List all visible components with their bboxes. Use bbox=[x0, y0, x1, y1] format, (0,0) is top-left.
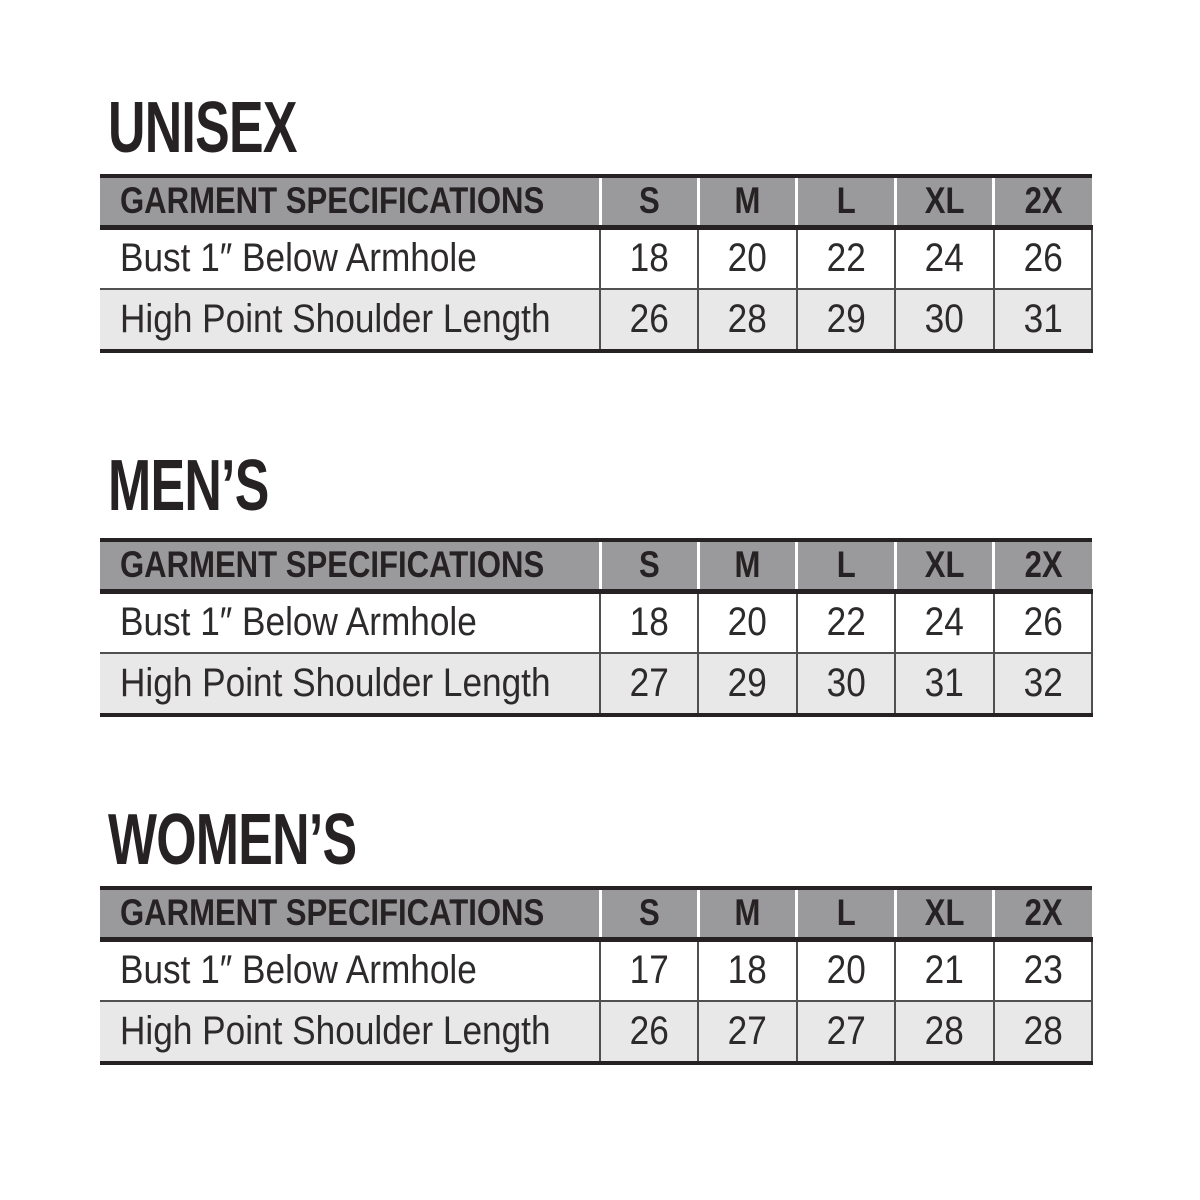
cell-value-text: 26 bbox=[1023, 236, 1063, 281]
column-header-garment-specifications bbox=[100, 888, 600, 939]
cell-value bbox=[994, 939, 1092, 1001]
row-label bbox=[100, 653, 600, 715]
column-header-garment-specifications bbox=[100, 540, 600, 591]
column-header-size-2x-text: 2X bbox=[1024, 892, 1063, 934]
column-header-size-l bbox=[797, 540, 895, 591]
cell-value-text: 29 bbox=[727, 661, 768, 705]
table-row-bust bbox=[100, 591, 1092, 653]
cell-value-text: 27 bbox=[629, 661, 669, 705]
cell-value-text: 18 bbox=[727, 948, 768, 993]
cell-value-text: 24 bbox=[924, 236, 964, 281]
row-label bbox=[100, 939, 600, 1001]
cell-value bbox=[698, 227, 796, 289]
cell-value bbox=[895, 1001, 993, 1063]
column-header-size-s-text: S bbox=[638, 544, 660, 586]
cell-value bbox=[698, 653, 796, 715]
column-header-size-2x bbox=[994, 540, 1092, 591]
size-chart-sheet bbox=[100, 0, 1092, 1065]
unisex-size-chart-section bbox=[100, 88, 1092, 353]
cell-value bbox=[797, 653, 895, 715]
cell-value bbox=[698, 289, 796, 351]
cell-value-text: 24 bbox=[924, 600, 964, 645]
column-header-size-m bbox=[698, 176, 796, 227]
row-label-text: Bust 1″ Below Armhole bbox=[120, 948, 477, 993]
column-header-size-xl-text: XL bbox=[924, 180, 965, 222]
cell-value-text: 30 bbox=[826, 661, 866, 705]
cell-value bbox=[797, 591, 895, 653]
row-label-text: High Point Shoulder Length bbox=[120, 661, 551, 705]
cell-value bbox=[797, 289, 895, 351]
cell-value bbox=[797, 939, 895, 1001]
cell-value-text: 31 bbox=[924, 661, 964, 705]
cell-value bbox=[797, 1001, 895, 1063]
row-label bbox=[100, 227, 600, 289]
womens-size-chart-section bbox=[100, 800, 1092, 1065]
cell-value-text: 22 bbox=[826, 236, 866, 281]
table-row-high-point-shoulder bbox=[100, 1001, 1092, 1063]
cell-value-text: 28 bbox=[727, 297, 768, 341]
cell-value bbox=[797, 227, 895, 289]
cell-value bbox=[698, 591, 796, 653]
column-header-garment-specifications-text: GARMENT SPECIFICATIONS bbox=[120, 544, 545, 586]
column-header-garment-specifications bbox=[100, 176, 600, 227]
column-header-size-l-text: L bbox=[836, 892, 856, 934]
table-header-row bbox=[100, 540, 1092, 591]
cell-value-text: 17 bbox=[629, 948, 669, 993]
cell-value bbox=[698, 1001, 796, 1063]
cell-value bbox=[895, 653, 993, 715]
cell-value bbox=[600, 1001, 698, 1063]
garment-spec-table-womens bbox=[100, 886, 1093, 1065]
row-label-text: Bust 1″ Below Armhole bbox=[120, 236, 477, 281]
column-header-size-l bbox=[797, 176, 895, 227]
section-title-unisex bbox=[100, 88, 1092, 168]
cell-value bbox=[600, 289, 698, 351]
column-header-size-xl bbox=[895, 176, 993, 227]
column-header-size-xl-text: XL bbox=[924, 892, 965, 934]
cell-value bbox=[600, 939, 698, 1001]
cell-value bbox=[895, 227, 993, 289]
section-title-mens bbox=[100, 446, 1092, 526]
cell-value bbox=[895, 591, 993, 653]
cell-value-text: 26 bbox=[629, 1009, 669, 1053]
cell-value bbox=[600, 227, 698, 289]
row-label-text: High Point Shoulder Length bbox=[120, 297, 551, 341]
column-header-size-s-text: S bbox=[638, 180, 660, 222]
garment-spec-table-unisex bbox=[100, 174, 1093, 353]
section-title-womens bbox=[100, 800, 1092, 880]
table-row-bust bbox=[100, 939, 1092, 1001]
cell-value-text: 31 bbox=[1023, 297, 1063, 341]
column-header-garment-specifications-text: GARMENT SPECIFICATIONS bbox=[120, 180, 545, 222]
cell-value bbox=[994, 289, 1092, 351]
cell-value bbox=[994, 1001, 1092, 1063]
cell-value bbox=[698, 939, 796, 1001]
cell-value-text: 20 bbox=[727, 236, 768, 281]
cell-value-text: 18 bbox=[629, 600, 669, 645]
column-header-size-2x-text: 2X bbox=[1024, 544, 1063, 586]
column-header-size-l bbox=[797, 888, 895, 939]
column-header-size-m-text: M bbox=[734, 180, 761, 222]
cell-value-text: 18 bbox=[629, 236, 669, 281]
column-header-size-xl bbox=[895, 540, 993, 591]
cell-value bbox=[895, 939, 993, 1001]
cell-value-text: 29 bbox=[826, 297, 866, 341]
cell-value bbox=[994, 591, 1092, 653]
row-label bbox=[100, 591, 600, 653]
table-row-high-point-shoulder bbox=[100, 653, 1092, 715]
column-header-size-m bbox=[698, 540, 796, 591]
cell-value-text: 21 bbox=[924, 948, 964, 993]
cell-value-text: 26 bbox=[629, 297, 669, 341]
cell-value bbox=[600, 591, 698, 653]
table-row-high-point-shoulder bbox=[100, 289, 1092, 351]
cell-value-text: 20 bbox=[826, 948, 866, 993]
column-header-size-s-text: S bbox=[638, 892, 660, 934]
column-header-size-2x-text: 2X bbox=[1024, 180, 1063, 222]
table-header-row bbox=[100, 176, 1092, 227]
cell-value-text: 28 bbox=[1023, 1009, 1063, 1053]
column-header-size-xl bbox=[895, 888, 993, 939]
section-title-womens-text: WOMEN’S bbox=[108, 800, 357, 880]
column-header-size-m-text: M bbox=[734, 544, 761, 586]
cell-value-text: 23 bbox=[1023, 948, 1063, 993]
table-row-bust bbox=[100, 227, 1092, 289]
garment-spec-table-mens bbox=[100, 538, 1093, 717]
cell-value-text: 27 bbox=[727, 1009, 768, 1053]
cell-value bbox=[600, 653, 698, 715]
cell-value-text: 27 bbox=[826, 1009, 866, 1053]
section-title-mens-text: MEN’S bbox=[108, 446, 269, 526]
column-header-size-2x bbox=[994, 176, 1092, 227]
row-label-text: High Point Shoulder Length bbox=[120, 1009, 551, 1053]
row-label bbox=[100, 1001, 600, 1063]
column-header-size-m-text: M bbox=[734, 892, 761, 934]
column-header-size-l-text: L bbox=[836, 180, 856, 222]
column-header-size-xl-text: XL bbox=[924, 544, 965, 586]
column-header-size-l-text: L bbox=[836, 544, 856, 586]
cell-value bbox=[994, 653, 1092, 715]
row-label-text: Bust 1″ Below Armhole bbox=[120, 600, 477, 645]
cell-value bbox=[895, 289, 993, 351]
cell-value-text: 28 bbox=[924, 1009, 964, 1053]
column-header-size-m bbox=[698, 888, 796, 939]
cell-value-text: 26 bbox=[1023, 600, 1063, 645]
section-title-unisex-text: UNISEX bbox=[108, 88, 297, 168]
row-label bbox=[100, 289, 600, 351]
cell-value bbox=[994, 227, 1092, 289]
cell-value-text: 22 bbox=[826, 600, 866, 645]
cell-value-text: 20 bbox=[727, 600, 768, 645]
cell-value-text: 32 bbox=[1023, 661, 1063, 705]
mens-size-chart-section bbox=[100, 446, 1092, 717]
column-header-garment-specifications-text: GARMENT SPECIFICATIONS bbox=[120, 892, 545, 934]
column-header-size-2x bbox=[994, 888, 1092, 939]
cell-value-text: 30 bbox=[924, 297, 964, 341]
table-header-row bbox=[100, 888, 1092, 939]
